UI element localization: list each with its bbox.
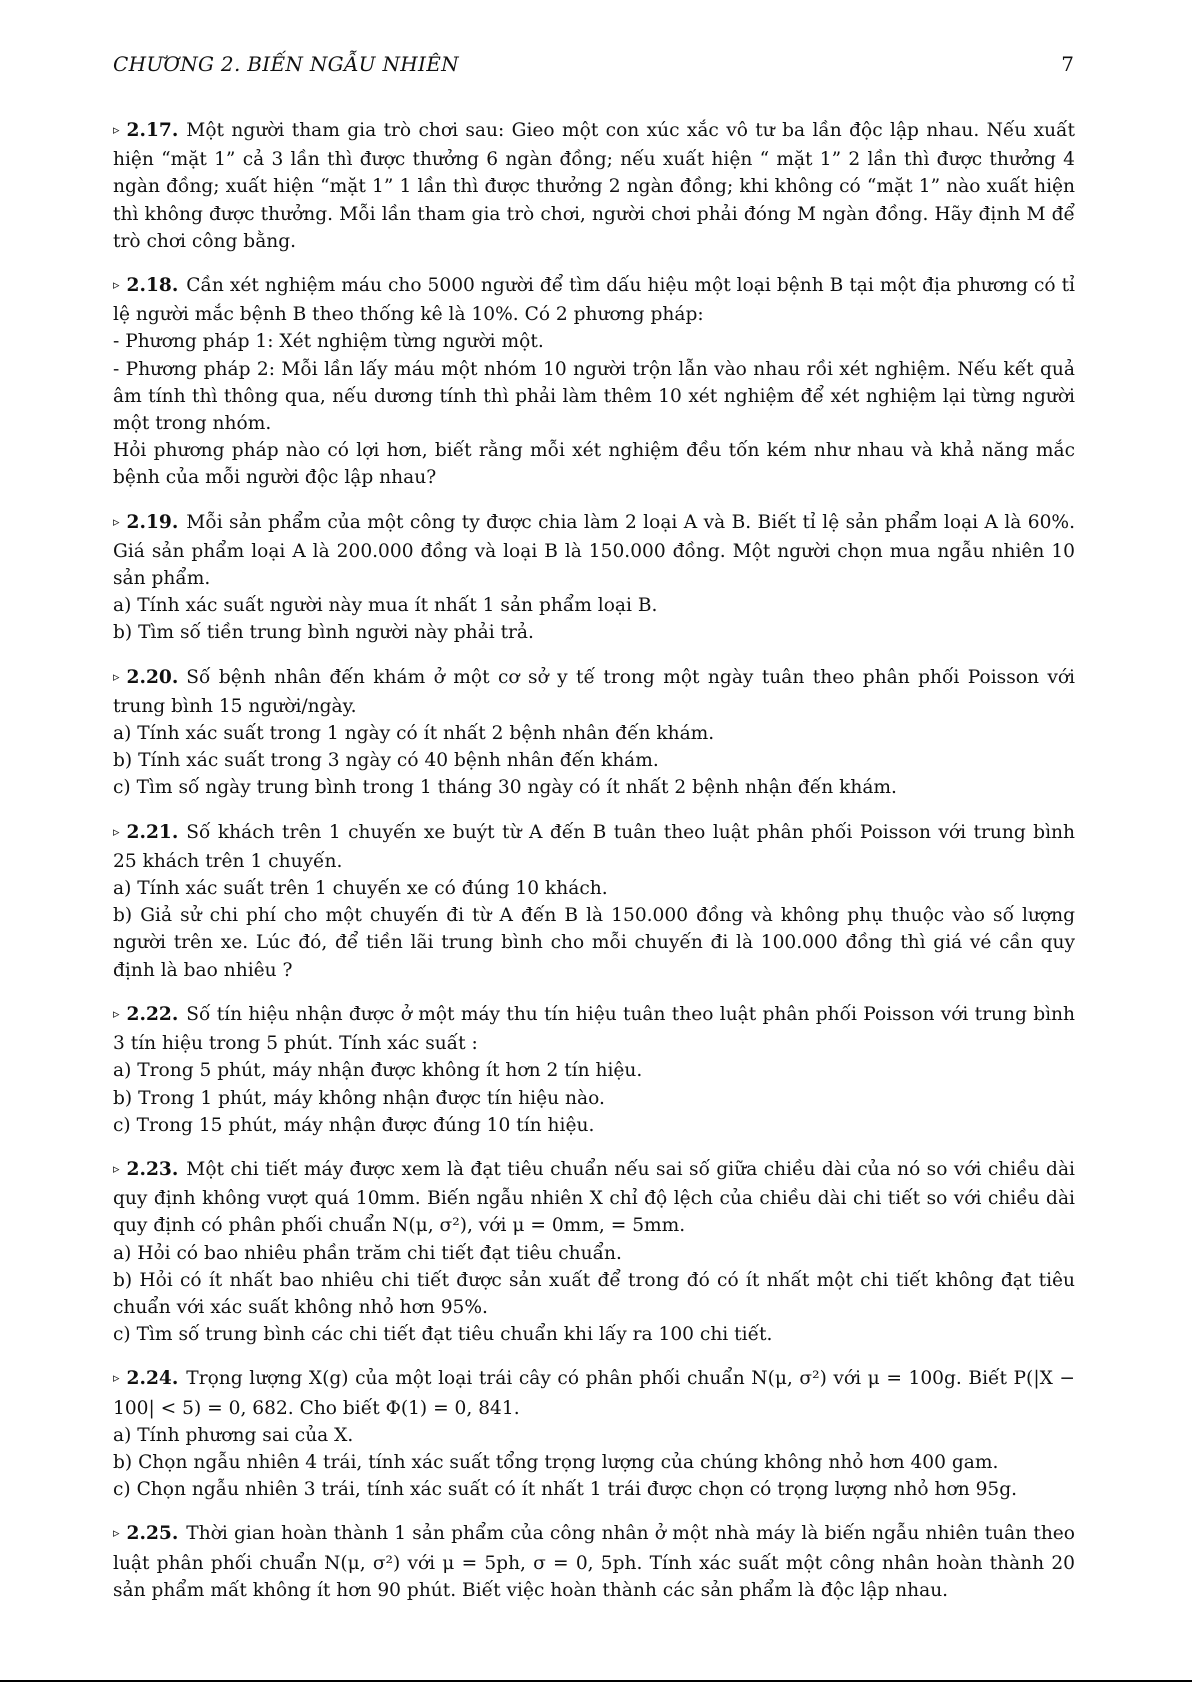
exercise-line: - Phương pháp 2: Mỗi lần lấy máu một nhóm 10 người trộn lẫn vào nhau rồi xét nghiệm. Nếu kết quả âm tính thì thông qua, nếu dương tính thì phải làm thêm 10 xét nghiệm để xét nghiệm lại từng người một trong nhóm. [113, 358, 1075, 435]
exercise-2-23 [113, 1156, 1075, 1348]
exercise-text: Số tín hiệu nhận được ở một máy thu tín hiệu tuân theo luật phân phối Poisson với trung bình 3 tín hiệu trong 5 phút. Tính xác suất : [113, 1003, 1075, 1055]
exercise-line: a) Tính xác suất người này mua ít nhất 1 sản phẩm loại B. [113, 595, 658, 617]
exercise-line: - Phương pháp 1: Xét nghiệm từng người một. [113, 331, 544, 353]
exercise-line: b) Chọn ngẫu nhiên 4 trái, tính xác suất tổng trọng lượng của chúng không nhỏ hơn 400 gam. [113, 1451, 999, 1473]
exercise-number: 2.22. [126, 1003, 179, 1025]
triangle-icon: ▹ [113, 514, 120, 530]
exercise-2-20 [113, 664, 1075, 802]
page-header [113, 52, 1074, 84]
chapter-title: CHƯƠNG 2. BIẾN NGẪU NHIÊN [113, 52, 459, 76]
exercise-line: b) Trong 1 phút, máy không nhận được tín hiệu nào. [113, 1087, 605, 1109]
triangle-icon: ▹ [113, 123, 120, 138]
exercise-2-22 [113, 1001, 1075, 1139]
exercise-line: b) Tìm số tiền trung bình người này phải trả. [113, 622, 534, 644]
exercise-2-24 [113, 1365, 1075, 1503]
exercise-line: b) Giả sử chi phí cho một chuyến đi từ A đến B là 150.000 đồng và không phụ thuộc vào số lượng người trên xe. Lúc đó, để tiền lãi trung bình cho mỗi chuyến đi là 100.000 đồng thì giá vé cần quy định là bao nhiêu ? [113, 905, 1075, 981]
page-number: 7 [1061, 52, 1074, 76]
triangle-icon: ▹ [113, 1371, 120, 1387]
exercise-text: Mỗi sản phẩm của một công ty được chia làm 2 loại A và B. Biết tỉ lệ sản phẩm loại A là 60%. Giá sản phẩm loại A là 200.000 đồng và loại B là 150.000 đồng. Một người chọn mua ngẫu nhiên 10 sản phẩm. [113, 511, 1075, 590]
bottom-rule [0, 1680, 1192, 1682]
exercise-text: Một chi tiết máy được xem là đạt tiêu chuẩn nếu sai số giữa chiều dài của nó so với chiều dài quy định không vượt quá 10mm. Biến ngẫu nhiên X chỉ độ lệch của chiều dài chi tiết so với chiều dài quy định có phân phối chuẩn N(μ, σ²), với μ = 0mm, = 5mm. [113, 1158, 1075, 1237]
exercise-line: c) Tìm số ngày trung bình trong 1 tháng 30 ngày có ít nhất 2 bệnh nhận đến khám. [113, 777, 897, 799]
exercise-number: 2.25. [126, 1523, 179, 1545]
exercise-number: 2.18. [126, 275, 179, 297]
exercise-2-18 [113, 272, 1075, 492]
exercise-2-21 [113, 819, 1075, 984]
triangle-icon: ▹ [113, 1526, 120, 1542]
exercise-number: 2.17. [126, 120, 179, 141]
exercise-text: Một người tham gia trò chơi sau: Gieo một con xúc xắc vô tư ba lần độc lập nhau. Nếu xuất hiện “mặt 1” cả 3 lần thì được thưởng 6 ngàn đồng; nếu xuất hiện “ mặt 1” 2 lần thì được thưởng 4 ngàn đồng; xuất hiện “mặt 1” 1 lần thì được thưởng 2 ngàn đồng; khi không có “mặt 1” nào xuất hiện thì không được thưởng. Mỗi lần tham gia trò chơi, người chơi phải đóng M ngàn đồng. Hãy định M để trò chơi công bằng. [113, 120, 1075, 252]
exercise-number: 2.21. [126, 821, 179, 843]
exercise-2-17 [113, 117, 1075, 255]
exercise-line: a) Tính xác suất trong 1 ngày có ít nhất 2 bệnh nhân đến khám. [113, 723, 715, 745]
triangle-icon: ▹ [113, 824, 120, 840]
triangle-icon: ▹ [113, 669, 120, 685]
exercise-line: a) Tính xác suất trên 1 chuyến xe có đúng 10 khách. [113, 878, 608, 900]
exercise-line: c) Tìm số trung bình các chi tiết đạt tiêu chuẩn khi lấy ra 100 chi tiết. [113, 1324, 773, 1346]
exercise-text: Số bệnh nhân đến khám ở một cơ sở y tế trong một ngày tuân theo phân phối Poisson với trung bình 15 người/ngày. [113, 666, 1075, 717]
exercise-text: Số khách trên 1 chuyến xe buýt từ A đến B tuân theo luật phân phối Poisson với trung bình 25 khách trên 1 chuyến. [113, 821, 1075, 872]
triangle-icon: ▹ [113, 1161, 120, 1177]
triangle-icon: ▹ [113, 1006, 120, 1022]
exercise-line: b) Hỏi có ít nhất bao nhiêu chi tiết được sản xuất để trong đó có ít nhất một chi tiết không đạt tiêu chuẩn với xác suất không nhỏ hơn 95%. [113, 1269, 1075, 1318]
exercise-number: 2.20. [126, 666, 179, 688]
exercise-line: Hỏi phương pháp nào có lợi hơn, biết rằng mỗi xét nghiệm đều tốn kém như nhau và khả năng mắc bệnh của mỗi người độc lập nhau? [113, 440, 1075, 489]
exercise-text: Thời gian hoàn thành 1 sản phẩm của công nhân ở một nhà máy là biến ngẫu nhiên tuân theo luật phân phối chuẩn N(μ, σ²) với μ = 5ph, σ = 0, 5ph. Tính xác suất một công nhân hoàn thành 20 sản phẩm mất không ít hơn 90 phút. Biết việc hoàn thành các sản phẩm là độc lập nhau. [113, 1523, 1075, 1601]
exercise-line: b) Tính xác suất trong 3 ngày có 40 bệnh nhân đến khám. [113, 750, 659, 772]
exercise-line: a) Trong 5 phút, máy nhận được không ít hơn 2 tín hiệu. [113, 1060, 643, 1082]
exercise-line: a) Hỏi có bao nhiêu phần trăm chi tiết đạt tiêu chuẩn. [113, 1242, 622, 1264]
exercise-number: 2.19. [126, 511, 179, 533]
triangle-icon: ▹ [113, 278, 120, 294]
exercise-text: Cần xét nghiệm máu cho 5000 người để tìm dấu hiệu một loại bệnh B tại một địa phương có tỉ lệ người mắc bệnh B theo thống kê là 10%. Có 2 phương pháp: [113, 275, 1075, 326]
exercise-2-25 [113, 1520, 1075, 1604]
exercise-line: c) Chọn ngẫu nhiên 3 trái, tính xác suất có ít nhất 1 trái được chọn có trọng lượng nhỏ hơn 95g. [113, 1479, 1018, 1501]
exercise-line: a) Tính phương sai của X. [113, 1424, 354, 1446]
exercise-number: 2.24. [126, 1368, 179, 1390]
exercise-2-19 [113, 509, 1075, 647]
exercise-line: c) Trong 15 phút, máy nhận được đúng 10 tín hiệu. [113, 1114, 595, 1136]
exercise-list [113, 117, 1075, 1621]
exercise-text: Trọng lượng X(g) của một loại trái cây có phân phối chuẩn N(μ, σ²) với μ = 100g. Biết P(|X − 100| < 5) = 0, 682. Cho biết Φ(1) = 0, 841. [113, 1368, 1075, 1419]
exercise-number: 2.23. [126, 1158, 179, 1180]
